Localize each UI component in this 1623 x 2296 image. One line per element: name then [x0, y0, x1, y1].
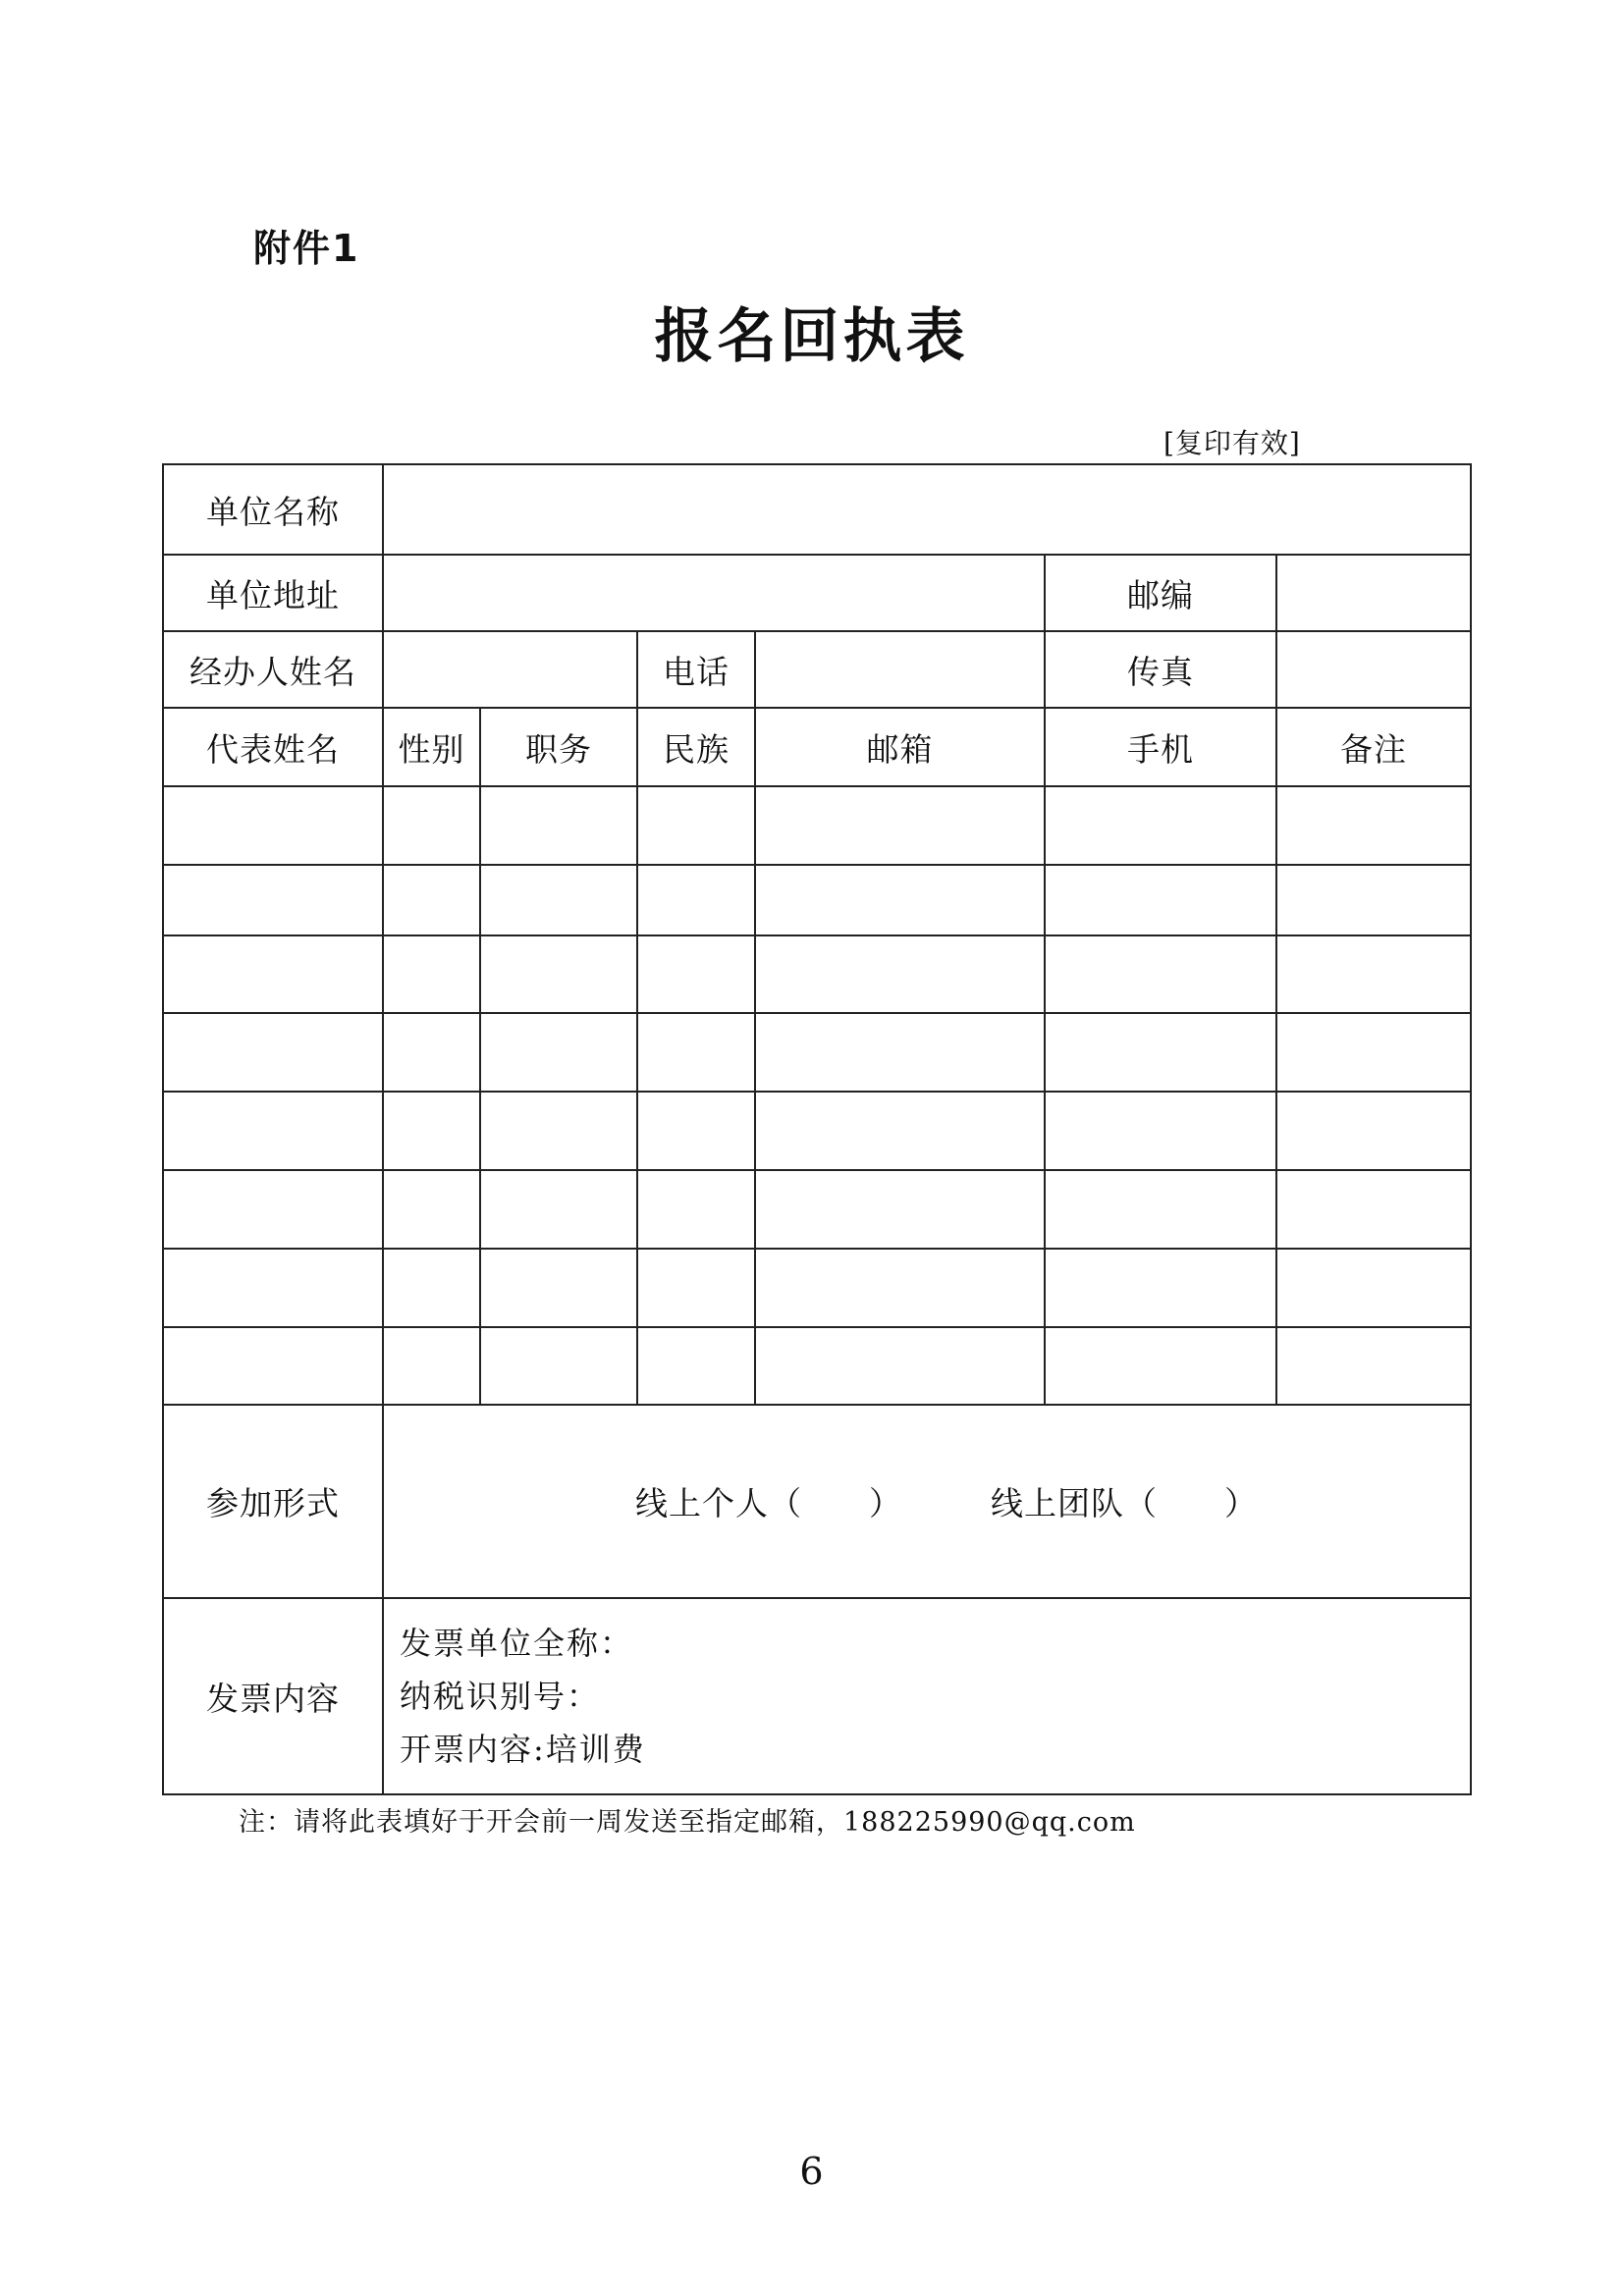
page-title: 报名回执表: [654, 302, 969, 371]
delegate-cell[interactable]: [1276, 786, 1471, 865]
phone-field[interactable]: [755, 631, 1045, 708]
delegate-cell[interactable]: [637, 1092, 755, 1170]
invoice-company-line: 发票单位全称：: [400, 1625, 634, 1662]
delegate-cell[interactable]: [1276, 1170, 1471, 1249]
delegate-cell[interactable]: [480, 786, 637, 865]
delegate-cell[interactable]: [480, 865, 637, 935]
contact-name-field[interactable]: [383, 631, 637, 708]
column-header: 邮箱: [755, 708, 1045, 786]
column-header: 职务: [480, 708, 637, 786]
delegate-cell[interactable]: [1276, 1327, 1471, 1405]
column-header: 民族: [637, 708, 755, 786]
participation-options: [383, 1405, 1471, 1598]
delegate-cell[interactable]: [163, 1170, 383, 1249]
delegate-cell[interactable]: [383, 1170, 480, 1249]
delegate-cell[interactable]: [480, 1170, 637, 1249]
delegate-row: [163, 1170, 1471, 1249]
delegate-row: [163, 865, 1471, 935]
delegate-row: [163, 786, 1471, 865]
delegate-cell[interactable]: [1276, 1249, 1471, 1327]
delegate-cell[interactable]: [637, 1327, 755, 1405]
delegate-cell[interactable]: [637, 1013, 755, 1092]
delegate-row: [163, 1092, 1471, 1170]
delegate-cell[interactable]: [637, 935, 755, 1013]
delegate-cell[interactable]: [1276, 1092, 1471, 1170]
delegate-cell[interactable]: [480, 1092, 637, 1170]
invoice-details[interactable]: [383, 1598, 1471, 1794]
delegate-row: [163, 935, 1471, 1013]
option-online-team[interactable]: 线上团队（ ）: [991, 1484, 1259, 1522]
option-online-individual[interactable]: 线上个人（ ）: [635, 1484, 903, 1522]
delegate-header-row: [163, 708, 1471, 786]
delegate-cell[interactable]: [1045, 935, 1276, 1013]
delegate-row: [163, 1249, 1471, 1327]
delegate-cell[interactable]: [1276, 865, 1471, 935]
column-header: 性别: [383, 708, 480, 786]
unit-address-field[interactable]: [383, 555, 1045, 631]
fax-field[interactable]: [1276, 631, 1471, 708]
participation-label: 参加形式: [163, 1405, 383, 1598]
delegate-cell[interactable]: [163, 1092, 383, 1170]
delegate-cell[interactable]: [755, 935, 1045, 1013]
delegate-cell[interactable]: [383, 786, 480, 865]
delegate-cell[interactable]: [1045, 1327, 1276, 1405]
delegate-cell[interactable]: [383, 865, 480, 935]
delegate-cell[interactable]: [163, 1249, 383, 1327]
column-header: 代表姓名: [163, 708, 383, 786]
delegate-cell[interactable]: [1276, 1013, 1471, 1092]
delegate-cell[interactable]: [1276, 935, 1471, 1013]
delegate-cell[interactable]: [755, 1013, 1045, 1092]
delegate-row: [163, 1013, 1471, 1092]
delegate-row: [163, 1327, 1471, 1405]
column-header: 备注: [1276, 708, 1471, 786]
delegate-cell[interactable]: [755, 1092, 1045, 1170]
delegate-cell[interactable]: [163, 786, 383, 865]
delegate-cell[interactable]: [480, 935, 637, 1013]
delegate-cell[interactable]: [383, 1249, 480, 1327]
delegate-cell[interactable]: [480, 1249, 637, 1327]
delegate-cell[interactable]: [637, 1249, 755, 1327]
delegate-cell[interactable]: [163, 1013, 383, 1092]
unit-name-field[interactable]: [383, 464, 1471, 555]
delegate-cell[interactable]: [1045, 1013, 1276, 1092]
delegate-cell[interactable]: [163, 1327, 383, 1405]
submission-note: 注：请将此表填好于开会前一周发送至指定邮箱，188225990@qq.com: [239, 1807, 1136, 1838]
invoice-label: 发票内容: [163, 1598, 383, 1794]
unit-name-label: 单位名称: [163, 464, 383, 555]
delegate-cell[interactable]: [383, 935, 480, 1013]
delegate-cell[interactable]: [637, 786, 755, 865]
postcode-field[interactable]: [1276, 555, 1471, 631]
delegate-cell[interactable]: [1045, 865, 1276, 935]
invoice-tax-id-line: 纳税识别号：: [400, 1678, 601, 1715]
delegate-cell[interactable]: [163, 865, 383, 935]
fax-label: 传真: [1045, 631, 1276, 708]
delegate-cell[interactable]: [383, 1013, 480, 1092]
page-number: 6: [799, 2150, 824, 2193]
delegate-cell[interactable]: [637, 1170, 755, 1249]
delegate-cell[interactable]: [755, 1327, 1045, 1405]
attachment-label: 附件1: [253, 227, 360, 270]
delegate-cell[interactable]: [383, 1327, 480, 1405]
delegate-cell[interactable]: [755, 786, 1045, 865]
delegate-cell[interactable]: [755, 1170, 1045, 1249]
delegate-cell[interactable]: [637, 865, 755, 935]
delegate-cell[interactable]: [480, 1327, 637, 1405]
delegate-cell[interactable]: [755, 865, 1045, 935]
invoice-content-line: 开票内容:培训费: [400, 1731, 646, 1768]
delegate-cell[interactable]: [1045, 1092, 1276, 1170]
delegate-cell[interactable]: [383, 1092, 480, 1170]
phone-label: 电话: [637, 631, 755, 708]
delegate-cell[interactable]: [480, 1013, 637, 1092]
delegate-cell[interactable]: [163, 935, 383, 1013]
contact-name-label: 经办人姓名: [163, 631, 383, 708]
delegate-cell[interactable]: [1045, 1249, 1276, 1327]
postcode-label: 邮编: [1045, 555, 1276, 631]
registration-form-table: [162, 463, 1472, 1795]
delegate-cell[interactable]: [1045, 1170, 1276, 1249]
unit-address-label: 单位地址: [163, 555, 383, 631]
copy-valid-note: [复印有效]: [1163, 427, 1301, 459]
delegate-cell[interactable]: [755, 1249, 1045, 1327]
delegate-cell[interactable]: [1045, 786, 1276, 865]
column-header: 手机: [1045, 708, 1276, 786]
